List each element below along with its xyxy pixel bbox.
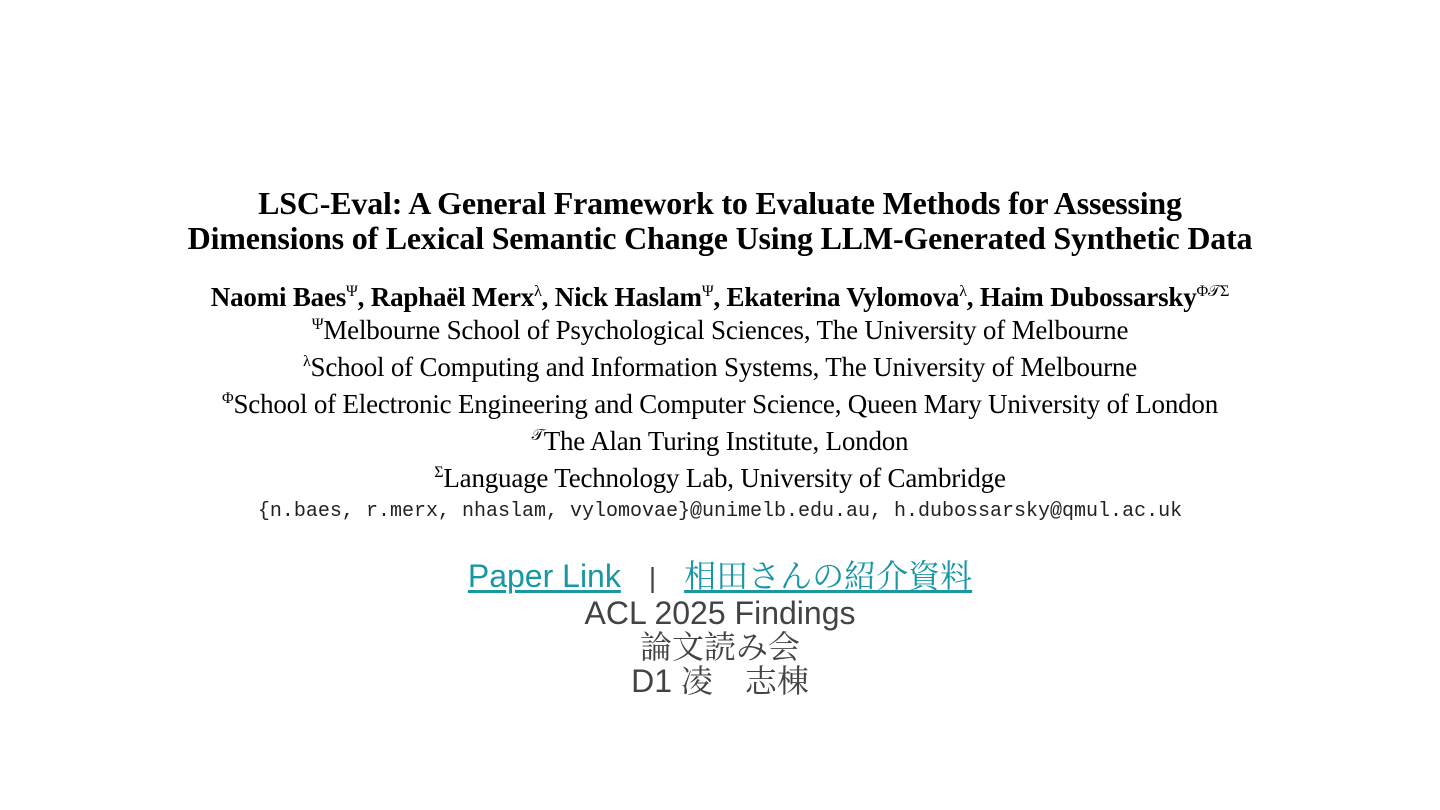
link-separator: | — [648, 562, 657, 593]
author-name: Ekaterina Vylomova — [726, 282, 960, 312]
author-mark: λ — [959, 283, 967, 300]
affiliation — [0, 349, 1440, 386]
affiliation-text: Language Technology Lab, University of Cambridge — [443, 463, 1006, 493]
author-mark: λ — [534, 283, 542, 300]
paper-title — [0, 186, 1440, 256]
affiliation-text: School of Computing and Information Systems, The University of Melbourne — [310, 352, 1138, 382]
author-mark: Ψ — [346, 283, 358, 300]
slide-info — [0, 558, 1440, 698]
affiliation-mark: Σ — [434, 464, 444, 481]
presenter-text: D1 凌 志棟 — [631, 663, 809, 699]
affiliation — [0, 460, 1440, 497]
author-emails: {n.baes, r.merx, nhaslam, vylomovae}@unimelb.edu.au, h.dubossarsky@qmul.ac.uk — [257, 500, 1183, 523]
paper-title-line-2: Dimensions of Lexical Semantic Change Using LLM-Generated Synthetic Data — [187, 220, 1253, 256]
author-list — [0, 282, 1440, 312]
affiliation-mark: λ — [302, 353, 311, 370]
author-mark: Ψ — [701, 283, 714, 300]
links-row — [0, 558, 1440, 596]
affiliation-mark: Φ — [221, 390, 234, 407]
intro-material-link[interactable]: 相田さんの紹介資料 — [684, 558, 973, 594]
paper-title-line-1: LSC-Eval: A General Framework to Evaluate Methods for Assessing — [258, 185, 1182, 221]
author-separator: , — [541, 282, 555, 312]
affiliation-text: School of Electronic Engineering and Computer Science, Queen Mary University of London — [233, 389, 1219, 419]
affiliation — [0, 423, 1440, 460]
author-name: Naomi Baes — [210, 282, 347, 312]
author-mark: Φ𝒯Σ — [1196, 283, 1230, 300]
affiliation-mark: Ψ — [311, 316, 324, 333]
affiliation — [0, 312, 1440, 349]
affiliation-mark: 𝒯 — [531, 427, 544, 444]
venue-text: ACL 2025 Findings — [584, 595, 856, 631]
affiliation-text: The Alan Turing Institute, London — [543, 426, 909, 456]
paper-header — [0, 186, 1440, 524]
author-name: Raphaël Merx — [370, 282, 535, 312]
author-separator: , — [966, 282, 980, 312]
author-name: Haim Dubossarsky — [979, 282, 1197, 312]
affiliation-text: Melbourne School of Psychological Sciences, The University of Melbourne — [323, 315, 1129, 345]
event-text: 論文読み会 — [639, 629, 800, 665]
author-separator: , — [713, 282, 727, 312]
affiliation — [0, 386, 1440, 423]
paper-link[interactable]: Paper Link — [467, 558, 621, 594]
author-separator: , — [357, 282, 371, 312]
author-name: Nick Haslam — [554, 282, 702, 312]
